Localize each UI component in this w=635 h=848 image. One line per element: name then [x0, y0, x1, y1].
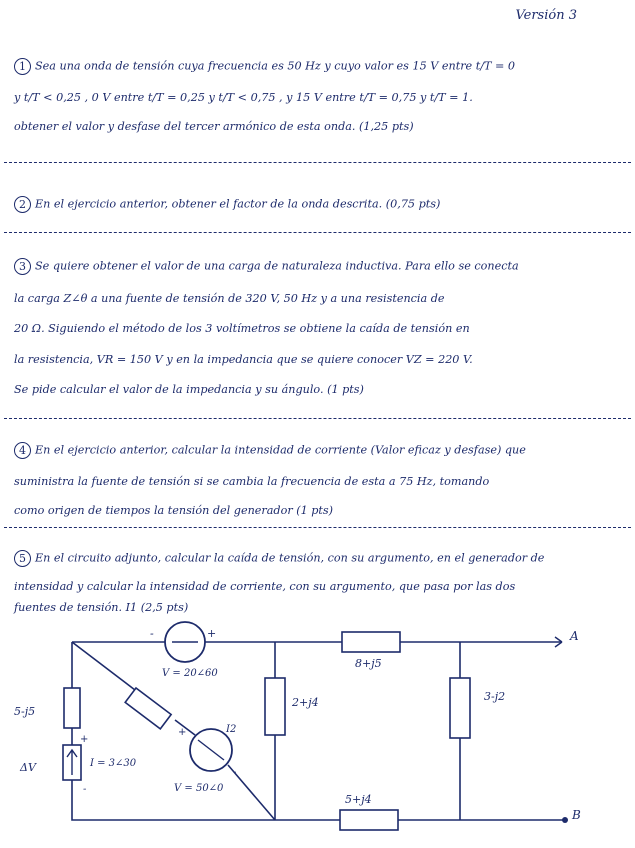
z-mid-label: 2+j4 — [292, 696, 319, 709]
impedance-middle — [265, 678, 285, 735]
impedance-diagonal — [125, 688, 171, 729]
i-source-minus: - — [83, 784, 87, 795]
v-source-diag-label: V = 50∠0 — [174, 783, 224, 794]
exercise-3-line-4: la resistencia, VR = 150 V y en la impedancia que se quiere conocer VZ = 220 V. — [14, 352, 473, 366]
exercise-1-line-3: obtener el valor y desfase del tercer armónico de esta onda. (1,25 pts) — [14, 120, 414, 134]
circuit-diagram — [0, 620, 635, 848]
exercise-5 — [14, 550, 623, 615]
exercise-3-line-1: Se quiere obtener el valor de una carga de naturaleza inductiva. Para ello se conecta — [35, 259, 519, 273]
exercise-number: 3 — [14, 258, 31, 275]
impedance-left — [64, 688, 80, 728]
z-bottom-label: 5+j4 — [345, 793, 372, 806]
exercise-3-line-2: la carga Z∠θ a una fuente de tensión de 320 V, 50 Hz y a una resistencia de — [14, 292, 445, 305]
exercise-4-line-2: suministra la fuente de tensión si se cambia la frecuencia de esta a 75 Hz, tomando — [14, 475, 490, 488]
current-label-i2: I2 — [226, 724, 237, 735]
exercise-3-line-5: Se pide calcular el valor de la impedancia y su ángulo. (1 pts) — [14, 383, 364, 397]
divider — [4, 527, 631, 528]
delta-v-label: ΔV — [20, 761, 36, 774]
exercise-1-line-2: y t/T < 0,25 , 0 V entre t/T = 0,25 y t/T < 0,75 , y 15 V entre t/T = 0,75 y t/T = 1. — [14, 91, 473, 104]
impedance-top-right — [342, 632, 400, 652]
version-label: Versión 3 — [515, 8, 577, 23]
node-b-terminal — [562, 817, 568, 823]
v-source-diag-plus: + — [178, 727, 187, 738]
exercise-4-line-1: En el ejercicio anterior, calcular la intensidad de corriente (Valor eficaz y desfase) que — [35, 443, 526, 457]
wire — [72, 642, 135, 690]
v-source-top-plus: + — [207, 627, 217, 640]
divider — [4, 162, 631, 163]
exercise-4 — [14, 442, 623, 518]
exercise-5-line-2: intensidad y calcular la intensidad de corriente, con su argumento, que pasa por las dos — [14, 580, 516, 593]
node-a-label: A — [570, 629, 579, 643]
exercise-4-line-3: como origen de tiempos la tensión del generador (1 pts) — [14, 504, 334, 518]
exercise-3-line-3: 20 Ω. Siguiendo el método de los 3 voltímetros se obtiene la caída de tensión en — [14, 322, 470, 336]
i-source-plus: + — [80, 734, 89, 745]
exercise-number: 1 — [14, 58, 31, 75]
v-source-diag-minus: - — [233, 767, 237, 778]
divider — [4, 232, 631, 233]
exercise-3 — [14, 258, 623, 397]
v-source-top-label: V = 20∠60 — [162, 668, 218, 679]
exercise-2 — [14, 196, 623, 213]
exercise-2-line-1: En el ejercicio anterior, obtener el factor de la onda descrita. (0,75 pts) — [35, 197, 441, 211]
exercise-number: 2 — [14, 196, 31, 213]
z-left-label: 5-j5 — [14, 705, 36, 718]
z-top-right-label: 8+j5 — [355, 657, 382, 670]
impedance-bottom — [340, 810, 398, 830]
exercise-number: 4 — [14, 442, 31, 459]
exercise-1 — [14, 58, 623, 134]
exercise-5-line-3: fuentes de tensión. I1 (2,5 pts) — [14, 601, 189, 615]
exercise-5-line-1: En el circuito adjunto, calcular la caída de tensión, con su argumento, en el generador de — [35, 551, 545, 565]
exercise-1-line-1: Sea una onda de tensión cuya frecuencia es 50 Hz y cuyo valor es 15 V entre t/T = 0 — [35, 59, 516, 73]
v-source-top-minus: - — [150, 627, 154, 640]
exercise-number: 5 — [14, 550, 31, 567]
node-b-label: B — [572, 808, 581, 822]
impedance-right — [450, 678, 470, 738]
z-right-label: 3-j2 — [484, 690, 506, 703]
divider — [4, 418, 631, 419]
i-source-label: I = 3∠30 — [90, 758, 137, 769]
